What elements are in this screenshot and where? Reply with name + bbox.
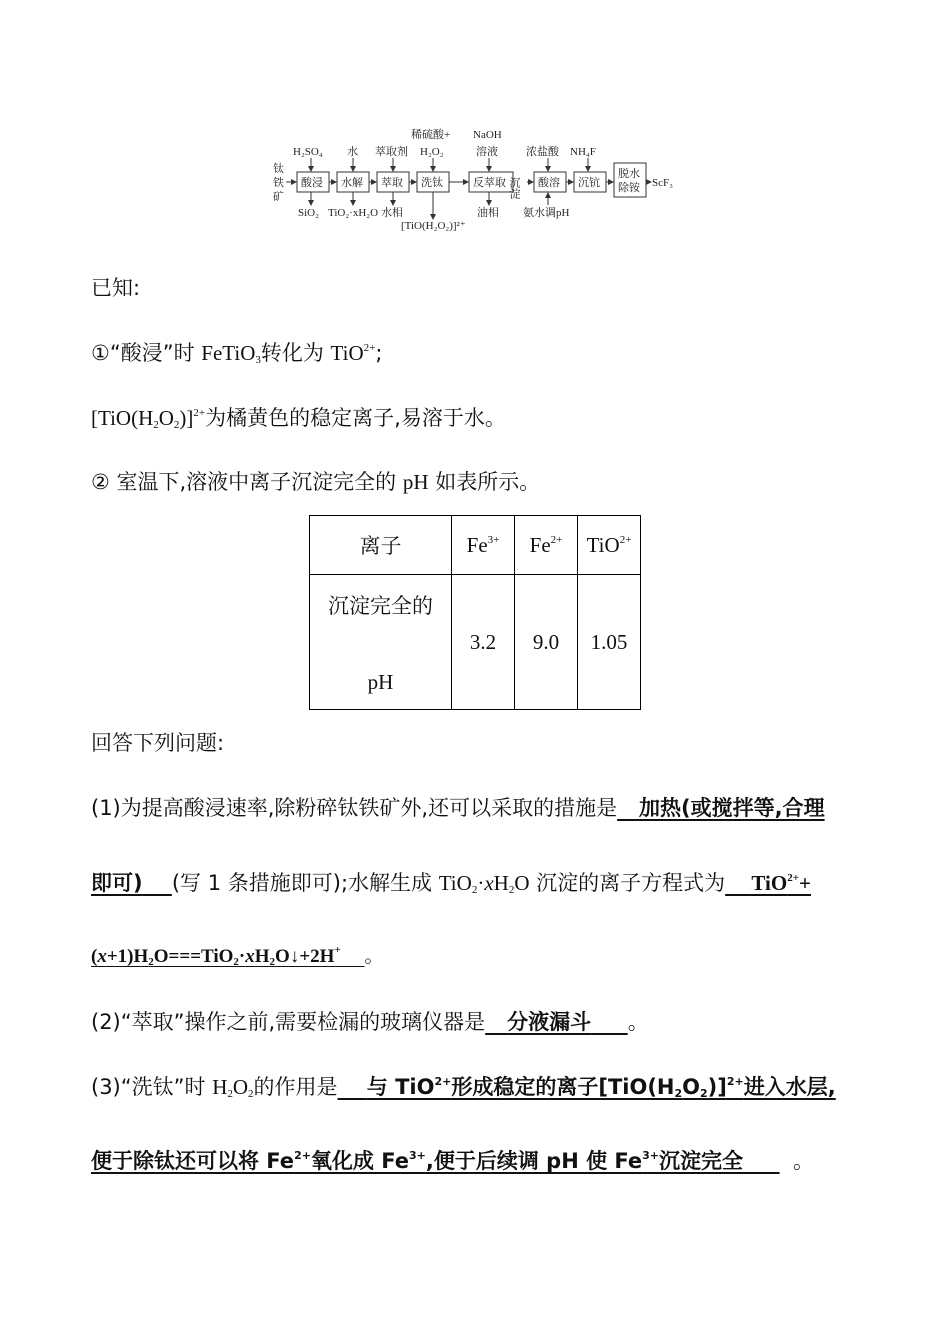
input-h2so4: H₂SO₄ — [293, 146, 323, 158]
ion-ph-table — [309, 515, 641, 710]
svg-text:酸溶: 酸溶 — [538, 177, 560, 189]
svg-text:水解: 水解 — [341, 177, 363, 189]
svg-text:萃取: 萃取 — [381, 177, 403, 189]
answer-3: 与 TiO$^{2+}$形成稳定的离子$[TiO(H_2O_2)]^{2+}$进入水层, — [366, 1075, 836, 1100]
input-dilute-acid: 稀硫酸+ — [411, 129, 451, 141]
input-conc-hcl: 浓盐酸 — [526, 146, 559, 158]
step-precipitate — [508, 177, 521, 200]
answer-1a-cont: 即可) — [91, 871, 143, 895]
svg-text:洗钛: 洗钛 — [421, 177, 443, 189]
step-wash-titanium — [417, 172, 449, 192]
question-1-line-1: (1)为提高酸浸速率,除粉碎钛铁矿外,还可以采取的措施是 加热(或搅拌等,合理 — [91, 796, 825, 820]
step-hydrolysis — [337, 172, 369, 192]
output-tio2-hydrate: TiO₂·xH₂O — [328, 207, 379, 219]
output-oil-phase: 油相 — [477, 207, 499, 219]
process-flow-diagram — [265, 125, 685, 235]
ore-label-1: 钛 — [273, 163, 284, 175]
answer-3-cont: 便于除钛还可以将 $Fe^{2+}$氧化成 $Fe^{3+}$,便于后续调 pH 使 $Fe^{3+}$沉淀完全 — [91, 1149, 744, 1173]
svg-text:沉淀: 沉淀 — [508, 177, 520, 199]
output-aqueous-phase: 水相 — [381, 207, 403, 219]
input-extractant: 萃取剂 — [375, 146, 408, 158]
table-ion-tio2: TiO$^{2+}$ — [578, 516, 641, 575]
step-precipitate-sc — [574, 172, 606, 192]
table-ion-fe2: $Fe^{2+}$ — [515, 516, 578, 575]
svg-text:反萃取: 反萃取 — [473, 177, 506, 189]
table-value-tio2: 1.05 — [578, 575, 641, 710]
answer-1b: TiO$^{2+}$+ — [751, 871, 811, 895]
ore-label-3: 矿 — [273, 191, 284, 203]
answer-2: 分液漏斗 — [507, 1010, 592, 1034]
input-naoh: NaOH — [473, 129, 502, 141]
step-acid-dissolve — [534, 172, 566, 192]
step-extraction — [377, 172, 409, 192]
questions-heading: 回答下列问题: — [91, 731, 225, 755]
input-ammonia-ph: 氨水调pH — [523, 207, 570, 219]
table-value-fe3: 3.2 — [452, 575, 515, 710]
step-acid-leach — [297, 172, 329, 192]
question-2: (2)“萃取”操作之前,需要检漏的玻璃仪器是 分液漏斗 。 — [91, 1010, 649, 1034]
ore-label-2: 铁 — [273, 177, 284, 189]
svg-text:脱水: 脱水 — [618, 168, 640, 180]
output-sio2: SiO₂ — [298, 207, 319, 219]
table-value-fe2: 9.0 — [515, 575, 578, 710]
table-ion-fe3: $Fe^{3+}$ — [452, 516, 515, 575]
question-3-line-1: (3)“洗钛”时 $H_2O_2$的作用是 与 TiO$^{2+}$形成稳定的离子$[TiO(H_2O_2)]^{2+}$进入水层, — [91, 1075, 836, 1100]
known-heading: 已知: — [91, 276, 141, 300]
svg-text:除铵: 除铵 — [618, 182, 640, 194]
answer-1a: 加热(或搅拌等,合理 — [639, 796, 825, 820]
question-3-line-2: 便于除钛还可以将 $Fe^{2+}$氧化成 $Fe^{3+}$,便于后续调 pH 使 $Fe^{3+}$沉淀完全 。 — [91, 1149, 814, 1173]
table-row-label: 沉淀完全的 pH — [310, 575, 452, 710]
known-item-1: ①“酸浸”时 FeTiO$_3$转化为 TiO$^{2+}$; — [91, 341, 383, 366]
known-item-1b: $[TiO(H_2O_2)]^{2+}$为橘黄色的稳定离子,易溶于水。 — [91, 406, 506, 431]
svg-text:沉钪: 沉钪 — [578, 177, 600, 189]
svg-text:酸浸: 酸浸 — [301, 177, 323, 189]
input-solution: 溶液 — [476, 146, 498, 158]
input-water: 水 — [347, 146, 358, 158]
question-1-line-2: 即可) (写 1 条措施即可);水解生成 $TiO_2\cdot xH_2O$ 沉淀的离子方程式为 TiO$^{2+}$+ — [91, 871, 811, 896]
step-back-extraction — [469, 172, 513, 192]
input-h2o2: H₂O₂ — [420, 146, 444, 158]
question-1-line-3: $(x+1)H_2O===TiO_2\cdot xH_2O↓+2H^+$ 。 — [91, 944, 384, 968]
table-header-label: 离子 — [310, 516, 452, 575]
answer-1b-cont: $(x+1)H_2O===TiO_2\cdot xH_2O↓+2H^+$ — [91, 944, 341, 968]
step-dehydrate — [614, 163, 646, 197]
known-item-2: ② 室温下,溶液中离子沉淀完全的 pH 如表所示。 — [91, 470, 541, 494]
final-product: ScF₃ — [652, 177, 673, 189]
input-nh4f: NH₄F — [570, 146, 596, 158]
output-tio-h2o2-ion: [TiO(H₂O₂)]²⁺ — [401, 220, 466, 232]
